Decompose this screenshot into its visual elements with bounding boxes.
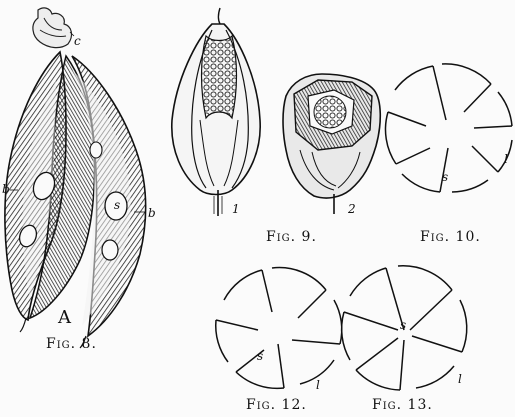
fig12-caption: Fig. 12. xyxy=(246,397,307,413)
fig8-label-b-right: b xyxy=(148,206,156,220)
fig8-caption: Fig. 8. xyxy=(46,336,97,352)
fig10-label-s: s xyxy=(442,170,449,184)
fig12-label-l: l xyxy=(316,378,320,392)
fig9-label-1: 1 xyxy=(232,202,240,216)
fig8-label-c: c xyxy=(74,34,81,48)
fig8-pod-drawing xyxy=(5,8,146,348)
fig8-label-s: s xyxy=(114,198,121,212)
fig10-caption: Fig. 10. xyxy=(420,229,481,245)
fig13-label-l: l xyxy=(458,372,462,386)
fig9-closed-anther-drawing xyxy=(172,8,260,216)
fig8-label-b-left: b xyxy=(2,182,10,196)
fig9-anther-section-drawing xyxy=(283,74,380,214)
fig12-slit-diagram xyxy=(216,268,342,389)
fig10-label-l: l xyxy=(504,152,508,166)
fig8-plate-letter: A xyxy=(58,307,71,328)
fig13-label-s: s xyxy=(400,318,407,332)
fig12-label-s: s xyxy=(257,349,264,363)
fig9-caption: Fig. 9. xyxy=(266,229,317,245)
fig10-slit-diagram xyxy=(385,64,512,192)
fig13-caption: Fig. 13. xyxy=(372,397,433,413)
fig9-label-2: 2 xyxy=(348,202,356,216)
